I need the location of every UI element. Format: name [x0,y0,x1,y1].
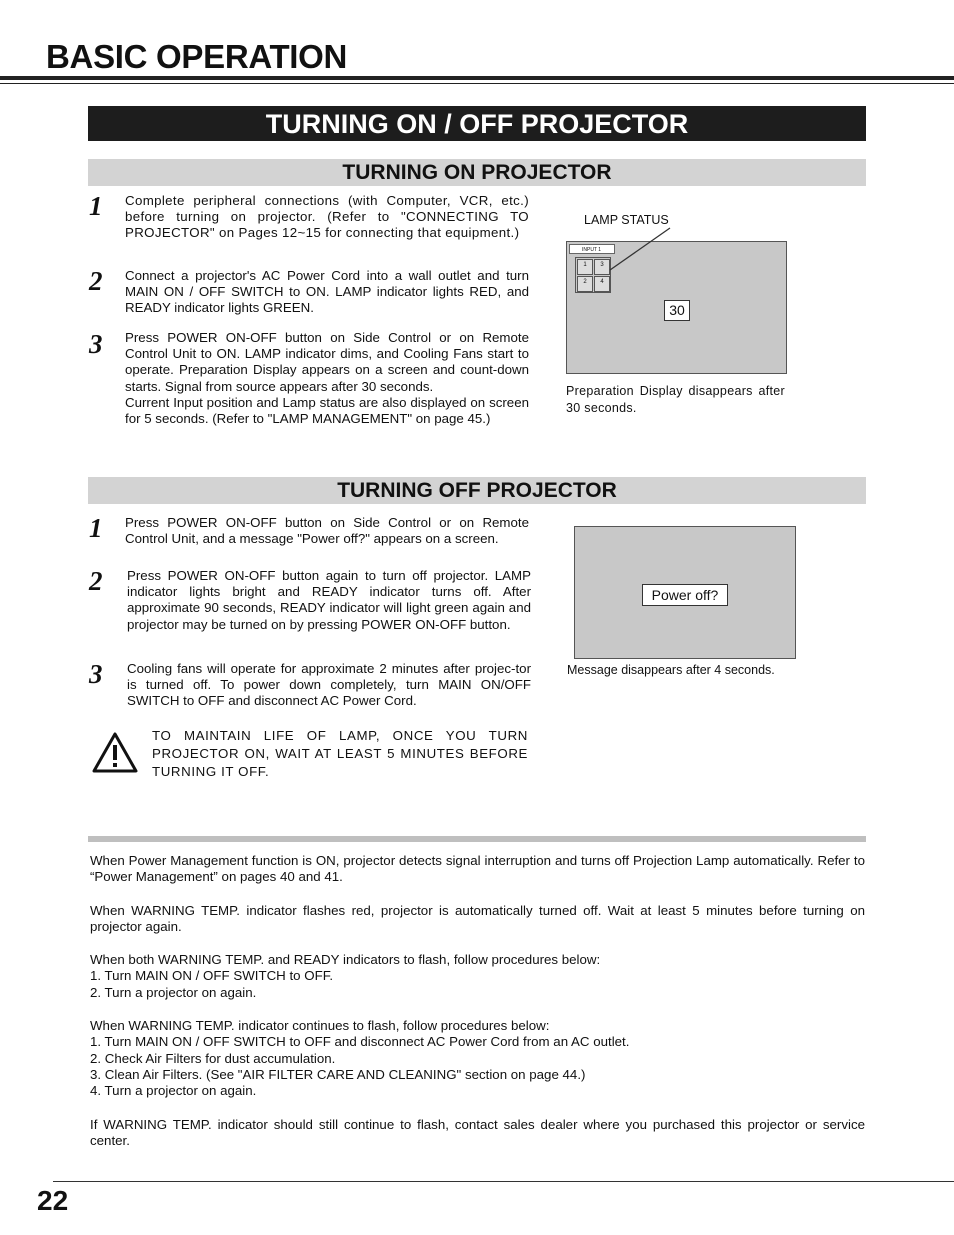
footer-rule [53,1181,954,1182]
on-step-3-text [125,330,529,427]
notes-divider [88,836,866,842]
on-step-1-number: 1 [89,191,103,221]
lamp-1-indicator: 1 [577,259,593,275]
input-label: INPUT 1 [569,244,615,254]
header-rule-thin [0,83,954,84]
lamp-4-indicator: 4 [594,276,610,292]
lamp-3-indicator: 3 [594,259,610,275]
page-title: BASIC OPERATION [46,38,348,75]
on-step-2-text: Connect a projector's AC Power Cord into a wall outlet and turn MAIN ON / OFF SWITCH to ON. LAMP indicator lights RED, and READY indicator lights GREEN. [125,268,529,316]
on-step-3-text-extra: Current Input position and Lamp status are also displayed on screen for 5 seconds. (Refer to "LAMP MANAGEMENT" on page 45.) [125,394,529,427]
power-off-message: Power off? [642,584,728,606]
on-step-1-text: Complete peripheral connections (with Computer, VCR, etc.) before turning on projector. (Refer to "CONNECTING TO PROJECTOR" on Pages 12~15 for connecting that equipment.) [125,193,529,241]
notes-block [90,853,865,1166]
lamp-status-pointer-line [600,226,680,276]
power-off-screen [574,526,796,659]
countdown-box: 30 [664,300,690,321]
note-continues-flash-item: 1. Turn MAIN ON / OFF SWITCH to OFF and disconnect AC Power Cord from an AC outlet. [90,1034,630,1050]
note-continues-flash-item: 2. Check Air Filters for dust accumulation. [90,1050,336,1066]
on-step-3-text-main: Press POWER ON-OFF button on Side Control or on Remote Control Unit to ON. LAMP indicator dims, and Cooling Fans start to operate. Preparation Display appears on a screen and count-down starts. Signal from source appears after 30 seconds. [125,330,529,394]
off-step-3-text: Cooling fans will operate for approximate 2 minutes after projec-tor is turned off. To power down completely, turn MAIN ON/OFF SWITCH to OFF and disconnect AC Power Cord. [127,661,531,709]
note-warning-temp: When WARNING TEMP. indicator flashes red, projector is automatically turned off. Wait at least 5 minutes before turning on projector again. [90,902,865,934]
page-number: 22 [37,1185,69,1216]
off-step-1-text: Press POWER ON-OFF button on Side Control or on Remote Control Unit, and a message "Power off?" appears on a screen. [125,515,529,547]
power-off-caption: Message disappears after 4 seconds. [567,663,775,677]
warning-icon [92,731,138,773]
off-step-3-number: 3 [89,659,103,689]
note-both-flash-item: 2. Turn a projector on again. [90,984,257,1000]
turning-off-heading: TURNING OFF PROJECTOR [88,477,866,504]
on-step-3-number: 3 [89,329,103,359]
note-both-flash-intro: When both WARNING TEMP. and READY indicators to flash, follow procedures below: [90,952,601,968]
note-contact-dealer: If WARNING TEMP. indicator should still continue to flash, contact sales dealer where you purchased this projector or service center. [90,1116,865,1148]
lamp-2-indicator: 2 [577,276,593,292]
note-continues-flash-item: 4. Turn a projector on again. [90,1083,257,1099]
note-continues-flash-item: 3. Clean Air Filters. (See "AIR FILTER CARE AND CLEANING" section on page 44.) [90,1066,586,1082]
header-rule [0,76,954,80]
preparation-display-caption: Preparation Display disappears after 30 seconds. [566,384,785,415]
lamp-status-label: LAMP STATUS [584,213,669,227]
off-step-2-number: 2 [89,566,103,596]
on-step-2-number: 2 [89,266,103,296]
note-continues-flash-intro: When WARNING TEMP. indicator continues to flash, follow procedures below: [90,1018,550,1034]
note-both-flash-item: 1. Turn MAIN ON / OFF SWITCH to OFF. [90,968,334,984]
warning-text: TO MAINTAIN LIFE OF LAMP, ONCE YOU TURN PROJECTOR ON, WAIT AT LEAST 5 MINUTES BEFORE TURNING IT OFF. [152,728,528,779]
section-banner: TURNING ON / OFF PROJECTOR [88,106,866,141]
turning-on-heading: TURNING ON PROJECTOR [88,159,866,186]
note-power-management: When Power Management function is ON, projector detects signal interruption and turns off Projection Lamp automatically. Refer to “Power Management” on pages 40 and 41. [90,853,865,885]
off-step-2-text: Press POWER ON-OFF button again to turn off projector. LAMP indicator lights bright and READY indicator turns off. After approximate 90 seconds, READY indicator will light green again and projector may be turned on by pressing POWER ON-OFF button. [127,568,531,632]
off-step-1-number: 1 [89,513,103,543]
